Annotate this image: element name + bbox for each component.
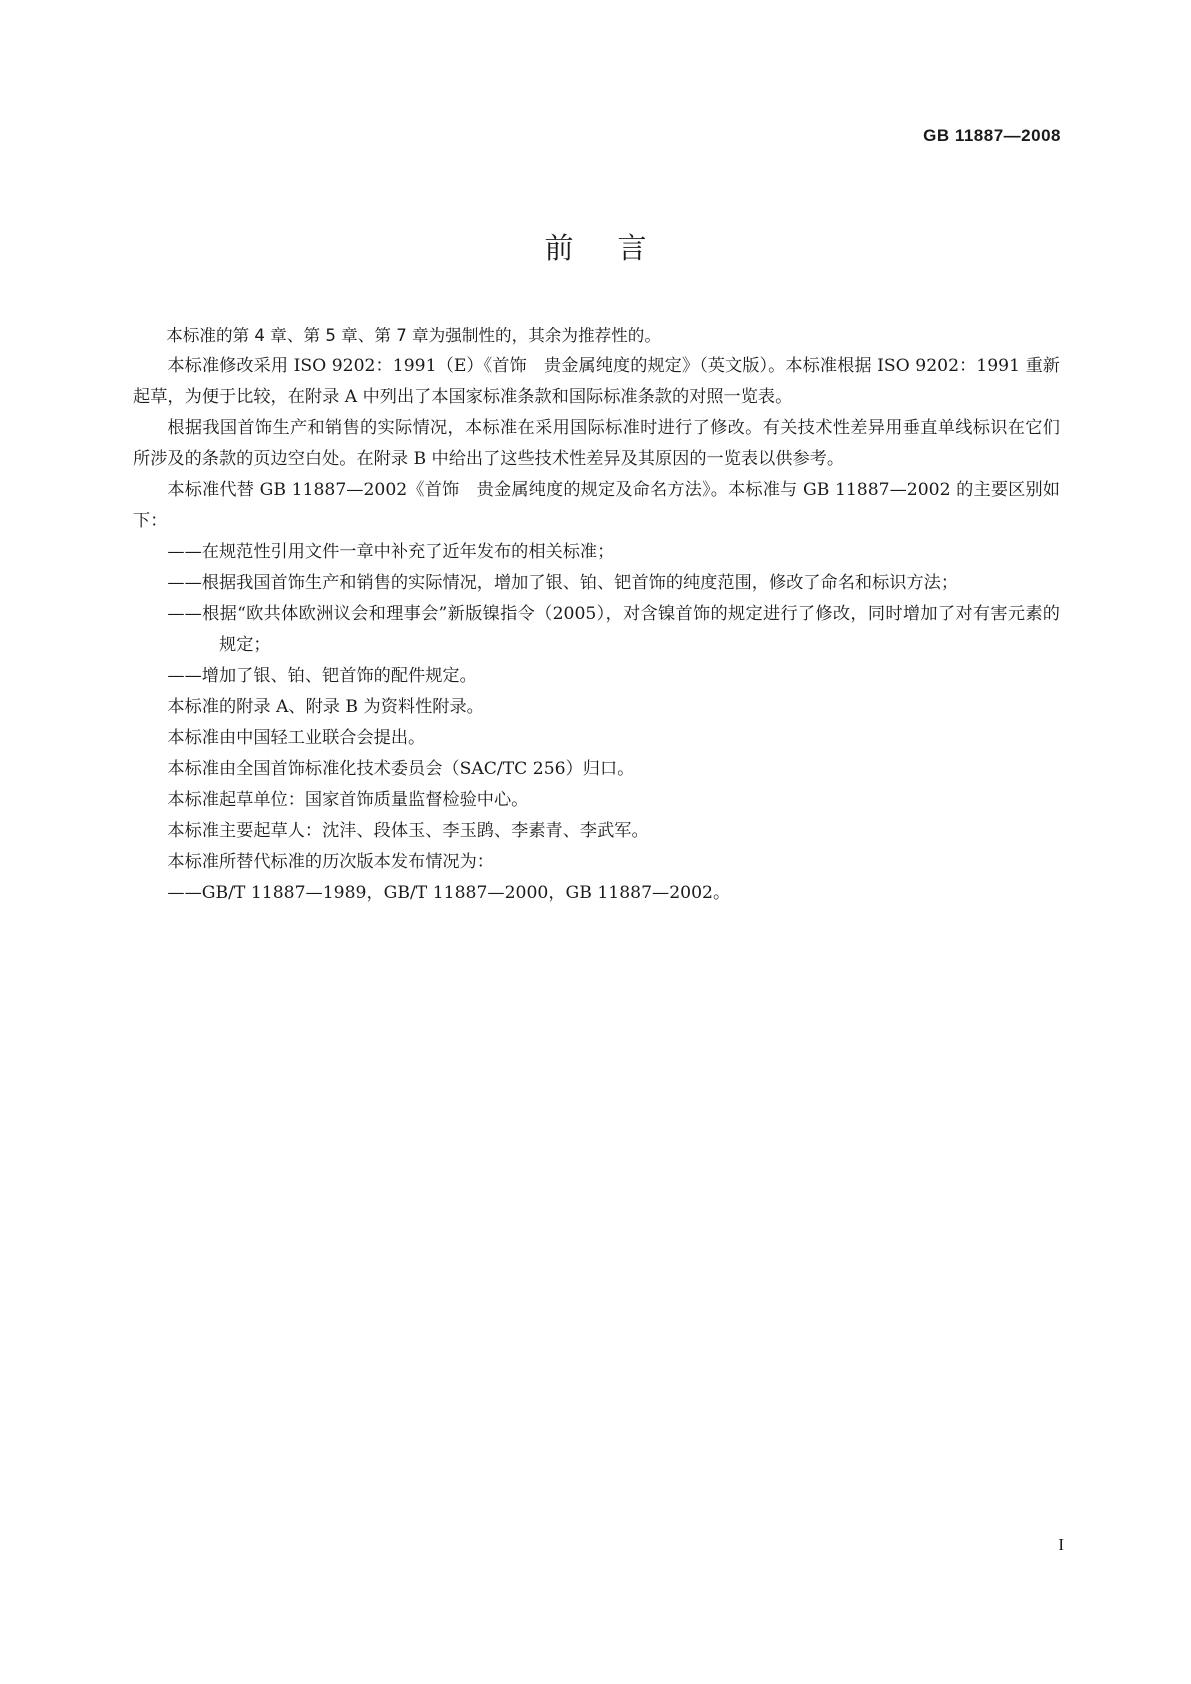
mandatory-clauses-statement: 本标准的第 4 章、第 5 章、第 7 章为强制性的，其余为推荐性的。: [166, 326, 661, 345]
document-body: [133, 320, 1060, 909]
previous-editions-list-item: ——GB/T 11887—1989，GB/T 11887—2000，GB 11887—2002。: [167, 883, 731, 903]
change-list-item: ——根据“欧共体欧洲议会和理事会”新版镍指令（2005），对含镍首饰的规定进行了修改，同时增加了对有害元素的规定；: [167, 604, 1060, 655]
modification-paragraph: 根据我国首饰生产和销售的实际情况，本标准在采用国际标准时进行了修改。有关技术性差异用垂直单线标识在它们所涉及的条款的页边空白处。在附录 B 中给出了这些技术性差异及其原因的一览表以供参考。: [133, 418, 1060, 469]
change-list-item: ——根据我国首饰生产和销售的实际情况，增加了银、铂、钯首饰的纯度范围，修改了命名和标识方法；: [167, 573, 959, 593]
previous-editions-statement: 本标准所替代标准的历次版本发布情况为：: [167, 852, 494, 872]
drafting-organization-statement: 本标准起草单位：国家首饰质量监督检验中心。: [167, 790, 529, 810]
change-list-item: ——在规范性引用文件一章中补充了近年发布的相关标准；: [167, 542, 615, 562]
replacement-paragraph: 本标准代替 GB 11887—2002《首饰 贵金属纯度的规定及命名方法》。本标准与 GB 11887—2002 的主要区别如下：: [133, 480, 1060, 531]
page-number: I: [1058, 1535, 1064, 1554]
proposer-statement: 本标准由中国轻工业联合会提出。: [167, 728, 426, 748]
page-title: 前言: [544, 231, 691, 265]
standard-number: GB 11887—2008: [923, 126, 1061, 145]
change-list-item: ——增加了银、铂、钯首饰的配件规定。: [167, 666, 477, 686]
drafters-statement: 本标准主要起草人：沈沣、段体玉、李玉鹍、李素青、李武军。: [167, 821, 649, 841]
responsible-committee-statement: 本标准由全国首饰标准化技术委员会（SAC/TC 256）归口。: [167, 759, 635, 779]
adoption-paragraph: 本标准修改采用 ISO 9202：1991（E）《首饰 贵金属纯度的规定》（英文版）。本标准根据 ISO 9202：1991 重新起草，为便于比较，在附录 A 中列出了本国家标准条款和国际标准条款的对照一览表。: [133, 356, 1060, 407]
annex-statement: 本标准的附录 A、附录 B 为资料性附录。: [167, 697, 484, 717]
